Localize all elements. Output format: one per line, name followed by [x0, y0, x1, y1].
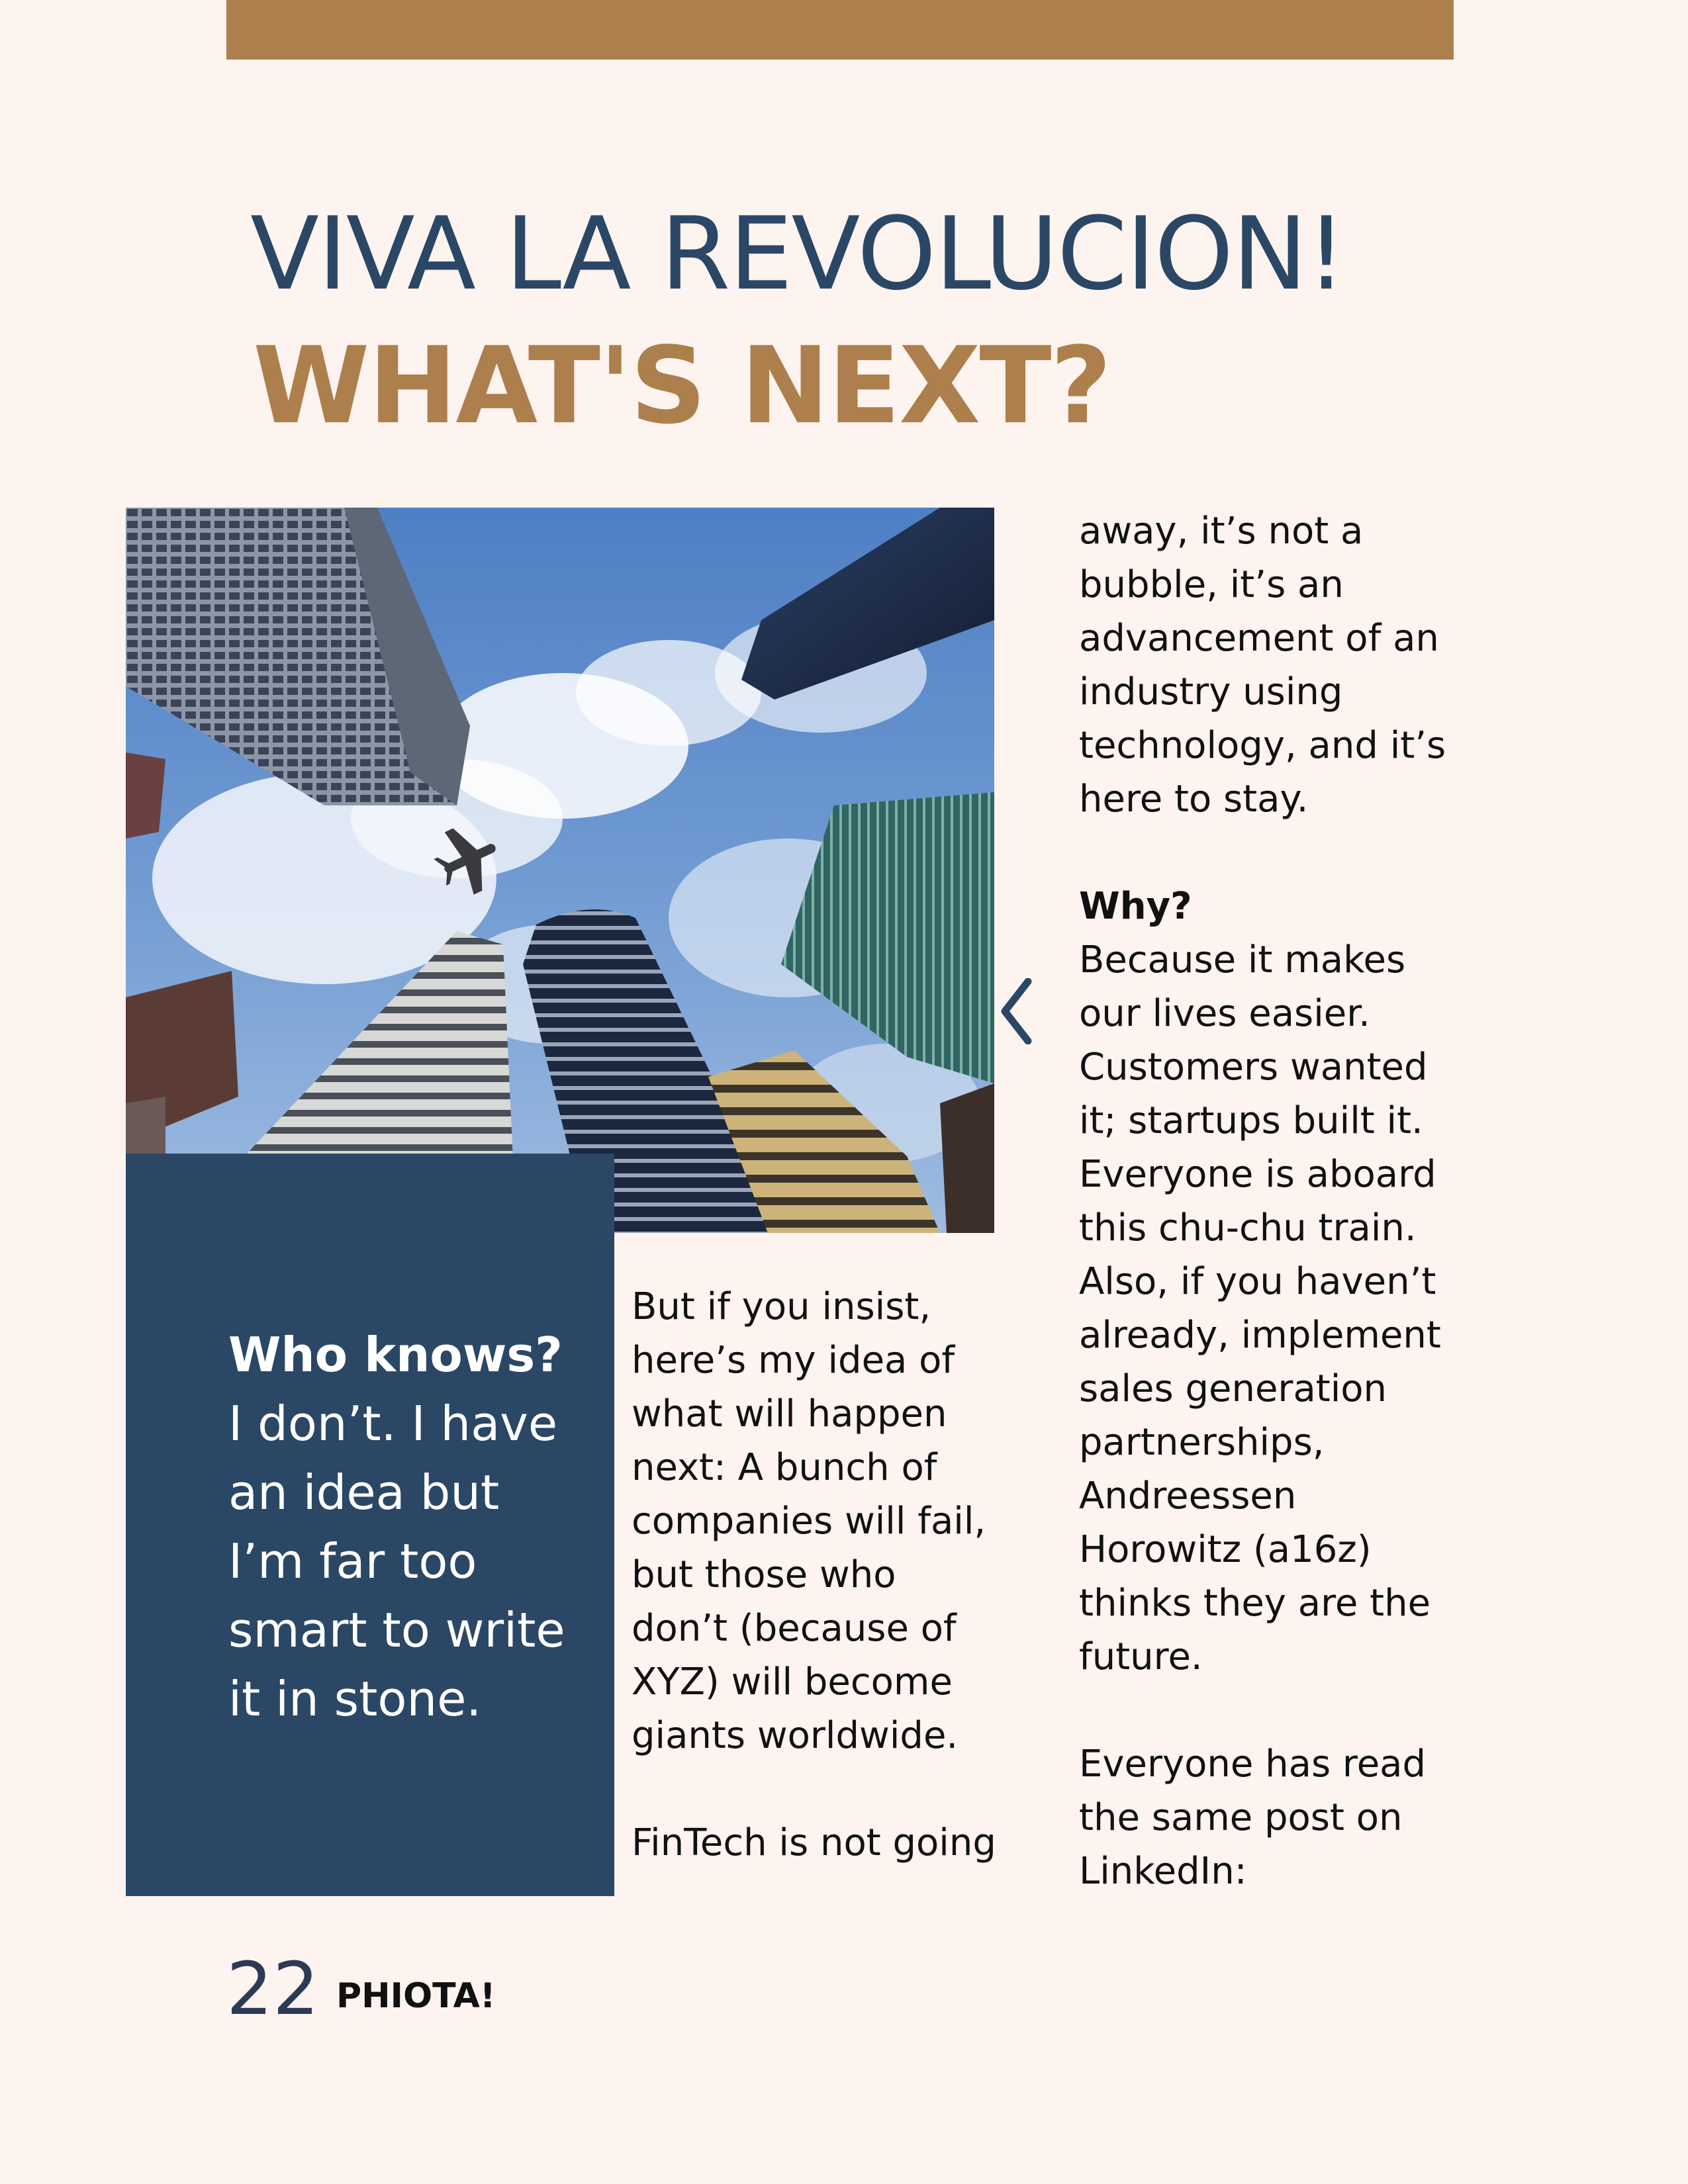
- top-accent-bar: [226, 0, 1454, 60]
- middle-paragraph-1: But if you insist, here’s my idea of what will happen next: A bunch of companies will fail, but those who don’t (because of XYZ) will become giants worldwide.: [632, 1285, 986, 1757]
- headline-line-2: WHAT'S NEXT?: [253, 324, 1111, 447]
- why-body: Because it makes our lives easier. Customers wanted it; startups built it. Everyone is aboard this chu-chu train. Also, if you haven’t already, implement sales generation partnerships, Andreessen Horowitz (a16z) thinks they are the future.: [1079, 938, 1441, 1678]
- middle-column: [632, 1280, 1002, 1870]
- headline-line-1: VIVA LA REVOLUCION!: [250, 195, 1346, 312]
- callout-heading: Who knows?: [228, 1327, 563, 1383]
- right-paragraph-3: Everyone has read the same post on LinkedIn:: [1079, 1743, 1427, 1893]
- callout-box: [126, 1154, 614, 1896]
- middle-paragraph-2: FinTech is not going: [632, 1821, 996, 1864]
- right-column: [1079, 504, 1450, 1898]
- chevron-left-icon: [998, 978, 1038, 1044]
- why-heading: Why?: [1079, 885, 1192, 928]
- skyscraper-photo: [126, 508, 994, 1233]
- page-number: 22: [226, 1946, 319, 2031]
- callout-body: I don’t. I have an idea but I’m far too smart to write it in stone.: [228, 1396, 565, 1727]
- right-paragraph-1: away, it’s not a bubble, it’s an advancement of an industry using technology, and it’s here to stay.: [1079, 510, 1446, 821]
- magazine-name: PHIOTA!: [336, 1976, 496, 2016]
